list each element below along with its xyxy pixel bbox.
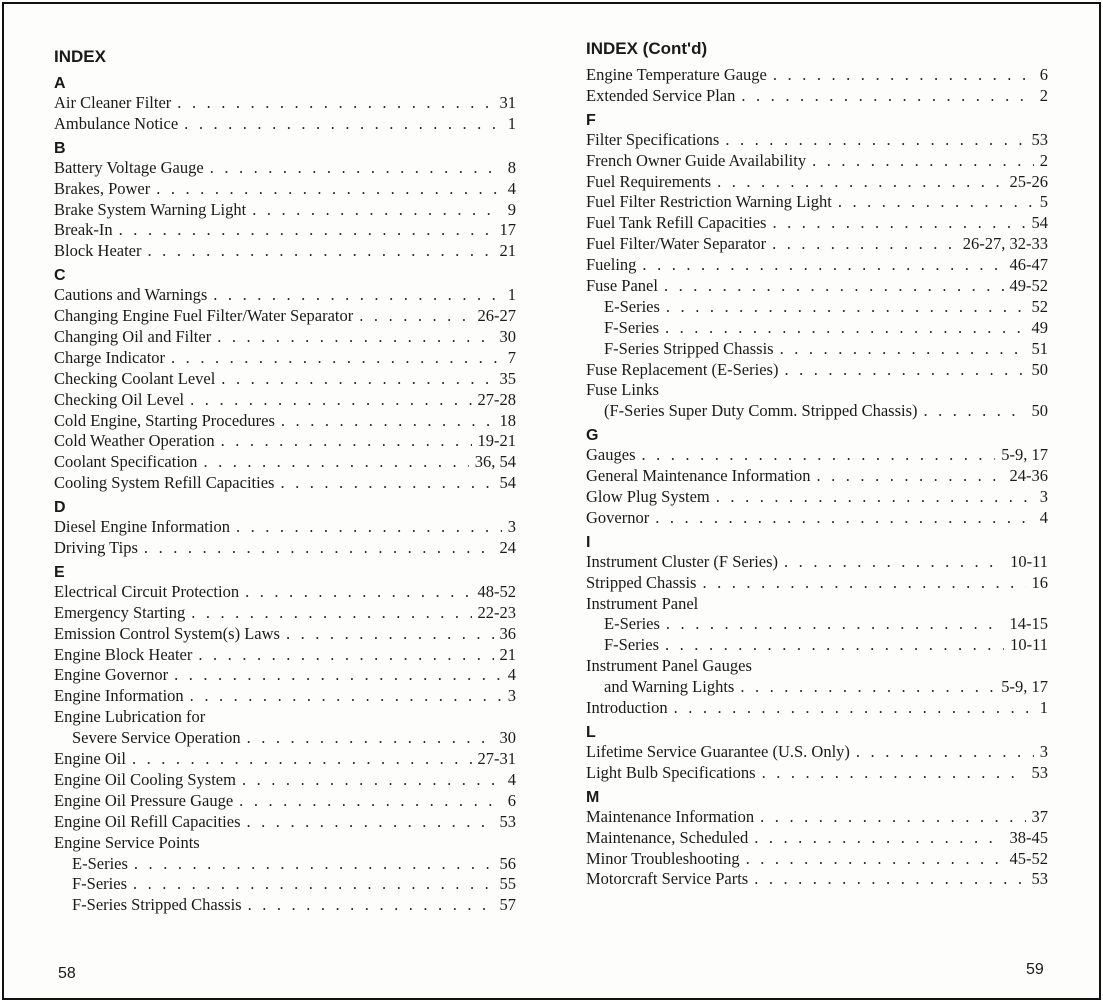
entry-label: Lifetime Service Guarantee (U.S. Only) (586, 741, 850, 761)
dot-leader (754, 869, 1025, 890)
dot-leader (838, 192, 1034, 213)
entry-page-reference: 24-36 (1009, 466, 1048, 486)
index-entry (586, 508, 1048, 529)
entry-label: F-Series (72, 874, 127, 894)
index-entry (586, 276, 1048, 297)
entry-label: Fuel Filter/Water Separator (586, 234, 767, 254)
entry-page-reference: 1 (1039, 698, 1048, 718)
entry-label: F-Series (604, 317, 659, 337)
entry-label: (F-Series Super Duty Comm. Stripped Chassis) (604, 401, 918, 421)
entry-label: Stripped Chassis (586, 572, 697, 592)
entry-page-reference: 52 (1031, 296, 1048, 316)
dot-leader (281, 411, 494, 432)
dot-leader (148, 241, 494, 262)
index-entry (586, 151, 1048, 172)
index-entry (54, 538, 516, 559)
index-entry (54, 665, 516, 686)
entry-page-reference: 5 (1039, 192, 1048, 212)
entry-page-reference: 46-47 (1009, 255, 1048, 275)
entry-label: Filter Specifications (586, 129, 720, 149)
entry-page-reference: 53 (1031, 869, 1048, 889)
index-entry (54, 93, 516, 114)
index-entry (54, 812, 516, 833)
section-letter: I (586, 533, 591, 551)
section-letter: M (586, 788, 600, 806)
dot-leader (762, 763, 1026, 784)
dot-leader (666, 297, 1026, 318)
entry-label: Engine Service Points (54, 832, 200, 852)
entry-page-reference: 26-27 (477, 306, 516, 326)
entry-page-reference: 6 (507, 790, 516, 810)
index-entry (586, 466, 1048, 487)
entry-label: Engine Oil Refill Capacities (54, 811, 241, 831)
entry-label: Gauges (586, 445, 636, 465)
entry-page-reference: 2 (1039, 85, 1048, 105)
entry-page-reference: 9 (507, 199, 516, 219)
entry-label: Checking Coolant Level (54, 368, 216, 388)
index-entry (54, 285, 516, 306)
index-entry (54, 348, 516, 369)
entry-label: Ambulance Notice (54, 113, 179, 133)
entry-label: Block Heater (54, 241, 142, 261)
entry-label: Instrument Panel (586, 593, 699, 613)
dot-leader (856, 742, 1034, 763)
index-entry (586, 297, 1048, 318)
entry-page-reference: 53 (499, 811, 516, 831)
dot-leader (134, 854, 494, 875)
entry-label: F-Series Stripped Chassis (604, 338, 774, 358)
entry-page-reference: 45-52 (1009, 848, 1048, 868)
left-page-title: INDEX (54, 47, 106, 66)
entry-page-reference: 3 (507, 517, 516, 537)
entry-label: Instrument Panel Gauges (586, 656, 752, 676)
index-entry (586, 742, 1048, 763)
dot-leader (746, 849, 1004, 870)
index-entry (586, 380, 1048, 401)
entry-page-reference: 57 (499, 895, 516, 915)
dot-leader (221, 431, 472, 452)
entry-label: Extended Service Plan (586, 85, 736, 105)
entry-label: Light Bulb Specifications (586, 762, 756, 782)
entry-label: Driving Tips (54, 538, 138, 558)
entry-label: Electrical Circuit Protection (54, 581, 240, 601)
dot-leader (245, 582, 471, 603)
index-entry (54, 241, 516, 262)
dot-leader (740, 677, 995, 698)
entry-label: Diesel Engine Information (54, 517, 230, 537)
entry-page-reference: 16 (1031, 572, 1048, 592)
index-entry (54, 431, 516, 452)
entry-label: French Owner Guide Availability (586, 150, 807, 170)
index-entry (586, 360, 1048, 381)
section-letter: E (54, 563, 65, 581)
dot-leader (174, 665, 502, 686)
entry-label: Air Cleaner Filter (54, 93, 172, 112)
entry-page-reference: 37 (1031, 806, 1048, 826)
index-entry (54, 473, 516, 494)
index-entry (586, 213, 1048, 234)
entry-page-reference: 50 (1031, 401, 1048, 421)
entry-label: Engine Lubrication for (54, 707, 206, 727)
index-entry (54, 833, 516, 854)
dot-leader (247, 728, 494, 749)
index-entry (586, 339, 1048, 360)
entry-page-reference: 2 (1039, 150, 1048, 170)
entry-label: Motorcraft Service Parts (586, 869, 749, 889)
index-entry (54, 158, 516, 179)
entry-label: Brake System Warning Light (54, 199, 247, 219)
dot-leader (144, 538, 494, 559)
entry-label: Engine Information (54, 686, 184, 706)
index-entry (54, 369, 516, 390)
section-letter: B (54, 139, 66, 157)
right-page-title: INDEX (Cont'd) (586, 39, 708, 58)
right-page-number: 59 (1026, 961, 1044, 978)
entry-label: Governor (586, 507, 650, 527)
entry-label: Fuse Links (586, 380, 659, 400)
entry-label: Cautions and Warnings (54, 285, 208, 305)
index-entry (54, 517, 516, 538)
index-entry (54, 390, 516, 411)
entry-label: Break-In (54, 220, 113, 240)
page-spread (2, 2, 1101, 1000)
index-entry (586, 401, 1048, 422)
dot-leader (119, 220, 494, 241)
dot-leader (242, 770, 502, 791)
entry-page-reference: 4 (507, 665, 516, 685)
entry-label: General Maintenance Information (586, 466, 811, 486)
section-letter: L (586, 723, 596, 741)
index-entry (54, 306, 516, 327)
index-entry (586, 234, 1048, 255)
right-index-entries (586, 65, 1048, 890)
index-entry (586, 807, 1048, 828)
entry-page-reference: 24 (499, 538, 516, 558)
entry-label: Minor Troubleshooting (586, 848, 740, 868)
entry-label: Emergency Starting (54, 602, 186, 622)
left-index-entries (54, 74, 516, 916)
entry-page-reference: 27-28 (477, 389, 516, 409)
dot-leader (725, 130, 1025, 151)
dot-leader (754, 828, 1003, 849)
entry-label: Cold Engine, Starting Procedures (54, 410, 275, 430)
index-entry (586, 573, 1048, 594)
dot-leader (772, 213, 1025, 234)
index-entry (586, 86, 1048, 107)
entry-page-reference: 7 (507, 347, 516, 367)
entry-page-reference: 10-11 (1010, 551, 1048, 571)
entry-page-reference: 19-21 (477, 431, 516, 451)
dot-leader (664, 276, 1004, 297)
entry-label: Brakes, Power (54, 178, 151, 198)
entry-page-reference: 3 (507, 686, 516, 706)
dot-leader (248, 895, 494, 916)
index-entry (586, 614, 1048, 635)
section-letter: F (586, 111, 596, 129)
index-entry (586, 445, 1048, 466)
entry-page-reference: 36 (499, 623, 516, 643)
entry-label: Engine Governor (54, 665, 169, 685)
index-entry (586, 318, 1048, 339)
dot-leader (239, 791, 502, 812)
entry-page-reference: 55 (499, 874, 516, 894)
entry-page-reference: 5-9, 17 (1001, 445, 1048, 465)
index-entry (54, 624, 516, 645)
index-entry (54, 452, 516, 473)
dot-leader (280, 473, 493, 494)
entry-page-reference: 54 (1031, 213, 1048, 233)
entry-label: Engine Temperature Gauge (586, 65, 767, 84)
entry-label: Fuel Filter Restriction Warning Light (586, 192, 832, 212)
entry-label: Cooling System Refill Capacities (54, 473, 275, 493)
entry-page-reference: 3 (1039, 487, 1048, 507)
index-entry (54, 874, 516, 895)
dot-leader (642, 255, 1003, 276)
entry-label: Engine Oil (54, 749, 126, 769)
index-entry (586, 656, 1048, 677)
dot-leader (198, 645, 493, 666)
index-entry (54, 645, 516, 666)
entry-page-reference: 51 (1031, 338, 1048, 358)
dot-leader (236, 517, 502, 538)
entry-label: Cold Weather Operation (54, 431, 215, 451)
dot-leader (666, 614, 1004, 635)
dot-leader (665, 318, 1026, 339)
index-entry (586, 698, 1048, 719)
entry-label: E-Series (604, 614, 660, 634)
entry-label: Fuel Requirements (586, 171, 712, 191)
entry-page-reference: 1 (507, 285, 516, 305)
entry-label: Introduction (586, 698, 668, 718)
left-page-number: 58 (58, 965, 76, 982)
entry-page-reference: 56 (499, 853, 516, 873)
section-letter: G (586, 427, 599, 445)
index-entry (586, 172, 1048, 193)
dot-leader (217, 327, 493, 348)
index-entry (54, 220, 516, 241)
entry-page-reference: 38-45 (1009, 827, 1048, 847)
index-entry (586, 828, 1048, 849)
entry-label: E-Series (72, 853, 128, 873)
index-entry (586, 130, 1048, 151)
entry-page-reference: 30 (499, 728, 516, 748)
section-letter: C (54, 267, 66, 285)
entry-label: Instrument Cluster (F Series) (586, 551, 779, 571)
entry-label: Battery Voltage Gauge (54, 157, 204, 177)
entry-label: Emission Control System(s) Laws (54, 623, 280, 643)
index-entry (54, 770, 516, 791)
entry-label: Maintenance Information (586, 806, 755, 826)
index-entry (586, 849, 1048, 870)
entry-page-reference: 6 (1039, 65, 1048, 84)
dot-leader (665, 635, 1004, 656)
entry-label: Checking Oil Level (54, 389, 185, 409)
dot-leader (655, 508, 1034, 529)
entry-label: F-Series Stripped Chassis (72, 895, 242, 915)
entry-label: Engine Oil Cooling System (54, 769, 236, 789)
entry-page-reference: 5-9, 17 (1001, 677, 1048, 697)
dot-leader (784, 360, 1025, 381)
entry-page-reference: 31 (499, 93, 516, 112)
index-entry (586, 635, 1048, 656)
entry-label: Charge Indicator (54, 347, 166, 367)
index-entry (586, 192, 1048, 213)
dot-leader (717, 172, 1003, 193)
dot-leader (203, 452, 468, 473)
entry-page-reference: 3 (1039, 741, 1048, 761)
index-entry (54, 854, 516, 875)
entry-page-reference: 49-52 (1009, 276, 1048, 296)
dot-leader (190, 390, 471, 411)
dot-leader (773, 65, 1034, 86)
entry-page-reference: 25-26 (1009, 171, 1048, 191)
dot-leader (359, 306, 471, 327)
entry-label: E-Series (604, 296, 660, 316)
entry-label: Changing Oil and Filter (54, 327, 212, 347)
entry-page-reference: 27-31 (477, 749, 516, 769)
dot-leader (247, 812, 494, 833)
dot-leader (674, 698, 1034, 719)
index-entry (54, 791, 516, 812)
dot-leader (171, 348, 502, 369)
entry-page-reference: 48-52 (477, 581, 516, 601)
entry-page-reference: 54 (499, 473, 516, 493)
entry-label: Glow Plug System (586, 487, 710, 507)
dot-leader (641, 445, 995, 466)
index-entry (54, 179, 516, 200)
dot-leader (772, 234, 957, 255)
entry-label: Fuse Panel (586, 276, 658, 296)
dot-leader (252, 200, 502, 221)
index-entry (54, 411, 516, 432)
entry-page-reference: 18 (499, 410, 516, 430)
index-entry (54, 707, 516, 728)
entry-page-reference: 53 (1031, 129, 1048, 149)
dot-leader (213, 285, 501, 306)
entry-page-reference: 17 (499, 220, 516, 240)
entry-page-reference: 21 (499, 644, 516, 664)
dot-leader (760, 807, 1025, 828)
entry-page-reference: 14-15 (1009, 614, 1048, 634)
index-entry (586, 487, 1048, 508)
entry-page-reference: 4 (1039, 507, 1048, 527)
index-entry (54, 749, 516, 770)
index-entry (54, 200, 516, 221)
dot-leader (133, 874, 494, 895)
index-entry (54, 327, 516, 348)
index-entry (586, 677, 1048, 698)
dot-leader (784, 552, 1004, 573)
dot-leader (924, 401, 1026, 422)
dot-leader (156, 179, 502, 200)
entry-label: and Warning Lights (604, 677, 735, 697)
entry-page-reference: 1 (507, 113, 516, 133)
dot-leader (190, 686, 502, 707)
dot-leader (816, 466, 1003, 487)
index-entry (586, 552, 1048, 573)
dot-leader (286, 624, 494, 645)
dot-leader (812, 151, 1034, 172)
entry-label: Maintenance, Scheduled (586, 827, 749, 847)
dot-leader (221, 369, 493, 390)
entry-page-reference: 10-11 (1010, 635, 1048, 655)
entry-label: Fuse Replacement (E-Series) (586, 359, 779, 379)
index-entry (54, 114, 516, 135)
entry-label: Coolant Specification (54, 452, 198, 472)
index-entry (586, 255, 1048, 276)
entry-label: F-Series (604, 635, 659, 655)
entry-page-reference: 8 (507, 157, 516, 177)
entry-label: Engine Oil Pressure Gauge (54, 790, 234, 810)
index-entry (54, 582, 516, 603)
entry-page-reference: 36, 54 (474, 452, 516, 472)
dot-leader (741, 86, 1033, 107)
index-entry (586, 65, 1048, 86)
entry-page-reference: 26-27, 32-33 (962, 234, 1048, 254)
index-entry (54, 895, 516, 916)
index-entry (54, 728, 516, 749)
entry-page-reference: 50 (1031, 359, 1048, 379)
index-entry (54, 603, 516, 624)
entry-label: Changing Engine Fuel Filter/Water Separator (54, 306, 354, 326)
section-letter: D (54, 499, 66, 517)
entry-page-reference: 53 (1031, 762, 1048, 782)
index-entry (586, 594, 1048, 615)
dot-leader (716, 487, 1034, 508)
entry-page-reference: 4 (507, 769, 516, 789)
dot-leader (191, 603, 471, 624)
entry-label: Fueling (586, 255, 637, 275)
dot-leader (780, 339, 1026, 360)
entry-page-reference: 22-23 (477, 602, 516, 622)
entry-page-reference: 21 (499, 241, 516, 261)
dot-leader (177, 93, 493, 114)
entry-page-reference: 30 (499, 327, 516, 347)
entry-page-reference: 49 (1031, 317, 1048, 337)
entry-label: Severe Service Operation (72, 728, 241, 748)
index-entry (586, 763, 1048, 784)
dot-leader (702, 573, 1025, 594)
section-letter: A (54, 75, 66, 92)
entry-label: Fuel Tank Refill Capacities (586, 213, 767, 233)
dot-leader (132, 749, 472, 770)
entry-page-reference: 4 (507, 178, 516, 198)
entry-page-reference: 35 (499, 368, 516, 388)
index-entry (586, 869, 1048, 890)
dot-leader (184, 114, 502, 135)
entry-label: Engine Block Heater (54, 644, 193, 664)
dot-leader (210, 158, 502, 179)
index-entry (54, 686, 516, 707)
